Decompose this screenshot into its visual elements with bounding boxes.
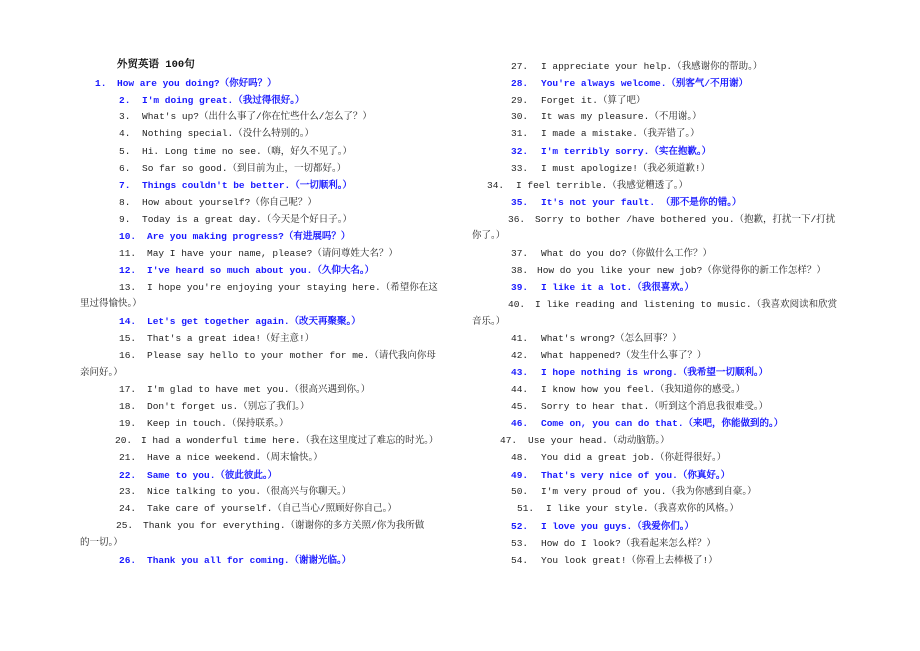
phrase-text: You look great!（你看上去棒极了!）	[541, 555, 718, 566]
phrase-number: 27.	[511, 61, 529, 72]
phrase-number: 52.	[511, 521, 529, 532]
phrase-text: So far so good.（到目前为止，一切都好。）	[142, 163, 347, 174]
phrase-text-continuation: 你了。）	[472, 230, 506, 241]
phrase-text: It was my pleasure.（不用谢。）	[541, 111, 702, 122]
phrase-text: How do you like your new job?（你觉得你的新工作怎样？）	[537, 265, 826, 276]
phrase-number: 17.	[119, 384, 137, 395]
phrase-number: 43.	[511, 367, 529, 378]
phrase-number: 19.	[119, 418, 137, 429]
phrase-text: I appreciate your help.（我感谢你的帮助。）	[541, 61, 763, 72]
phrase-number: 32.	[511, 146, 529, 157]
phrase-number: 6.	[119, 163, 131, 174]
phrase-text: Don't forget us.（别忘了我们。）	[147, 401, 310, 412]
phrase-text-continuation: 的一切。）	[80, 537, 123, 548]
phrase-text: How do I look?（我看起来怎么样？）	[541, 538, 716, 549]
phrase-number: 54.	[511, 555, 529, 566]
phrase-number: 46.	[511, 418, 529, 429]
phrase-text: Use your head.（动动脑筋。）	[528, 435, 670, 446]
phrase-number: 15.	[119, 333, 137, 344]
phrase-text: I like your style.（我喜欢你的风格。）	[546, 503, 739, 514]
phrase-number: 51.	[517, 503, 535, 514]
phrase-number: 35.	[511, 197, 529, 208]
phrase-number: 42.	[511, 350, 529, 361]
phrase-number: 11.	[119, 248, 137, 259]
phrase-number: 45.	[511, 401, 529, 412]
phrase-text: That's a great idea!（好主意!）	[147, 333, 315, 344]
phrase-text-continuation: 音乐。）	[472, 316, 506, 327]
phrase-text: What happened?（发生什么事了？）	[541, 350, 707, 361]
phrase-number: 1.	[95, 78, 107, 89]
phrase-text: I love you guys.（我爱你们。）	[541, 521, 694, 532]
phrase-number: 23.	[119, 486, 137, 497]
phrase-text: I feel terrible.（我感觉糟透了。）	[516, 180, 688, 191]
phrase-number: 49.	[511, 470, 529, 481]
phrase-text: I had a wonderful time here.（我在这里度过了难忘的时光。）	[141, 435, 439, 446]
phrase-number: 20.	[115, 435, 133, 446]
phrase-number: 36.	[508, 214, 526, 225]
phrase-text: I like it a lot.（我很喜欢。）	[541, 282, 694, 293]
phrase-text: I'm glad to have met you.（很高兴遇到你。）	[147, 384, 371, 395]
phrase-text: Things couldn't be better.（一切顺利。）	[142, 180, 352, 191]
phrase-text: I hope you're enjoying your staying here.（希望你在这	[147, 282, 438, 293]
phrase-number: 40.	[508, 299, 526, 310]
phrase-text-continuation: 里过得愉快。）	[80, 298, 142, 309]
phrase-number: 48.	[511, 452, 529, 463]
phrase-number: 13.	[119, 282, 137, 293]
phrase-text: Please say hello to your mother for me.（请代我向你母	[147, 350, 436, 361]
phrase-text: I've heard so much about you.（久仰大名。）	[147, 265, 375, 276]
phrase-number: 2.	[119, 95, 131, 106]
phrase-text: Hi. Long time no see.（嗨，好久不见了。）	[142, 146, 352, 157]
phrase-number: 22.	[119, 470, 137, 481]
phrase-text: I like reading and listening to music.（我喜欢阅读和欣赏	[535, 299, 838, 310]
phrase-text: You're always welcome.（别客气/不用谢）	[541, 78, 749, 89]
phrase-number: 53.	[511, 538, 529, 549]
phrase-text: Come on, you can do that.（来吧，你能做到的。）	[541, 418, 784, 429]
phrase-number: 37.	[511, 248, 529, 259]
phrase-text: It's not your fault. （那不是你的错。）	[541, 197, 742, 208]
phrase-number: 7.	[119, 180, 131, 191]
phrase-text: How about yourself?（你自己呢？）	[142, 197, 317, 208]
phrase-text: Are you making progress?（有进展吗？）	[147, 231, 351, 242]
phrase-number: 44.	[511, 384, 529, 395]
phrase-text: Let's get together again.（改天再聚聚。）	[147, 316, 361, 327]
phrase-number: 30.	[511, 111, 529, 122]
phrase-text: Have a nice weekend.（周末愉快。）	[147, 452, 323, 463]
phrase-text: May I have your name, please?（请问尊姓大名？）	[147, 248, 398, 259]
phrase-text: Take care of yourself.（自己当心/照顾好你自己。）	[147, 503, 397, 514]
phrase-text: Sorry to bother /have bothered you.（抱歉，打扰一下/打扰	[535, 214, 836, 225]
phrase-text: You did a great job.（你赶得很好。）	[541, 452, 727, 463]
phrase-number: 5.	[119, 146, 131, 157]
phrase-number: 47.	[500, 435, 518, 446]
phrase-text: Forget it.（算了吧）	[541, 95, 646, 106]
phrase-number: 21.	[119, 452, 137, 463]
phrase-number: 4.	[119, 128, 131, 139]
phrase-number: 14.	[119, 316, 137, 327]
phrase-number: 33.	[511, 163, 529, 174]
phrase-text: Sorry to hear that.（听到这个消息我很难受。）	[541, 401, 769, 412]
phrase-text: I'm terribly sorry.（实在抱歉。）	[541, 146, 712, 157]
phrase-text: What's up?（出什么事了/你在忙些什么/怎么了？）	[142, 111, 372, 122]
phrase-text: What do you do?（你做什么工作？）	[541, 248, 713, 259]
phrase-number: 24.	[119, 503, 137, 514]
phrase-text: I hope nothing is wrong.（我希望一切顺利。）	[541, 367, 769, 378]
phrase-text: I must apologize!（我必须道歉!）	[541, 163, 711, 174]
phrase-number: 34.	[487, 180, 505, 191]
phrase-text-continuation: 亲问好。）	[80, 367, 123, 378]
phrase-text: Nothing special.（没什么特别的。）	[142, 128, 314, 139]
phrase-text: Thank you for everything.（谢谢你的多方关照/你为我所做	[143, 520, 425, 531]
phrase-number: 26.	[119, 555, 137, 566]
phrase-number: 38.	[511, 265, 529, 276]
phrase-text: Today is a great day.（今天是个好日子。）	[142, 214, 352, 225]
phrase-number: 29.	[511, 95, 529, 106]
phrase-number: 18.	[119, 401, 137, 412]
phrase-number: 28.	[511, 78, 529, 89]
phrase-number: 8.	[119, 197, 131, 208]
phrase-number: 16.	[119, 350, 137, 361]
phrase-text: Same to you.（彼此彼此。）	[147, 470, 278, 481]
phrase-text: I'm doing great.（我过得很好。）	[142, 95, 305, 106]
phrase-number: 50.	[511, 486, 529, 497]
phrase-text: I made a mistake.（我弄错了。）	[541, 128, 700, 139]
phrase-number: 41.	[511, 333, 529, 344]
phrase-number: 25.	[116, 520, 134, 531]
phrase-number: 3.	[119, 111, 131, 122]
phrase-number: 9.	[119, 214, 131, 225]
phrase-number: 12.	[119, 265, 137, 276]
document-title: 外贸英语 100句	[117, 59, 195, 71]
phrase-number: 10.	[119, 231, 137, 242]
phrase-text: I'm very proud of you.（我为你感到自豪。）	[541, 486, 757, 497]
phrase-text: I know how you feel.（我知道你的感受。）	[541, 384, 746, 395]
phrase-text: Nice talking to you.（很高兴与你聊天。）	[147, 486, 352, 497]
phrase-text: That's very nice of you.（你真好。）	[541, 470, 731, 481]
phrase-text: Thank you all for coming.（谢谢光临。）	[147, 555, 352, 566]
phrase-number: 31.	[511, 128, 529, 139]
phrase-text: What's wrong?（怎么回事？）	[541, 333, 682, 344]
phrase-text: How are you doing?（你好吗？）	[117, 78, 277, 89]
phrase-text: Keep in touch.（保持联系。）	[147, 418, 289, 429]
phrase-number: 39.	[511, 282, 529, 293]
